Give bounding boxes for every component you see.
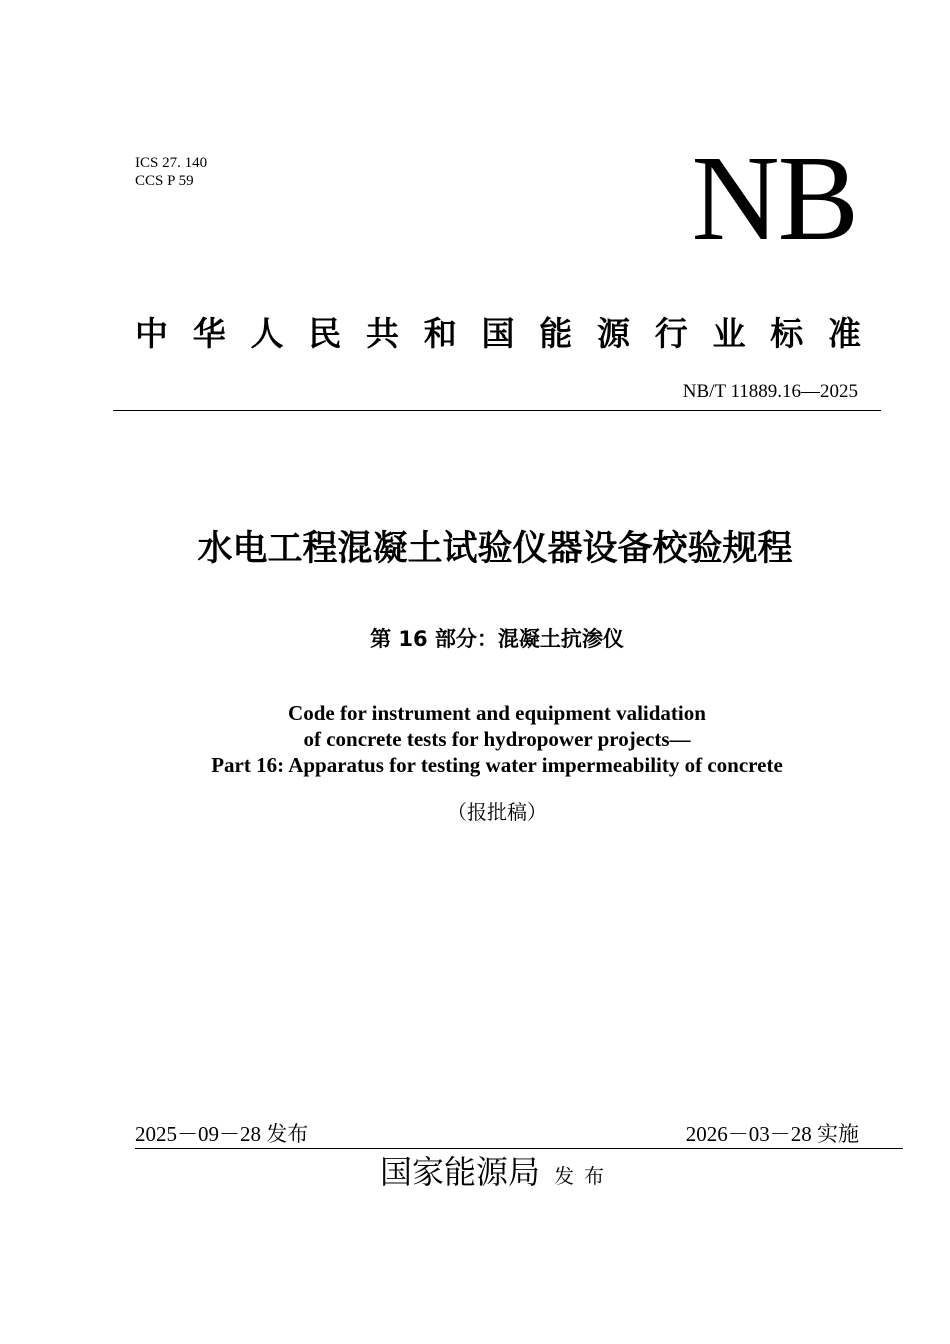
english-title-line: of concrete tests for hydropower projects— (303, 727, 691, 751)
classification-codes (135, 154, 207, 190)
issue-label: 发布 (554, 1164, 614, 1188)
issuer-name: 国家能源局 (379, 1153, 540, 1191)
standard-number: NB/T 11889.16—2025 (682, 381, 858, 402)
implementation-date: 2026－03－28 实施 (685, 1122, 859, 1146)
issuer-block (0, 1150, 950, 1198)
english-title-line: Code for instrument and equipment validation (288, 701, 706, 725)
document-title: 水电工程混凝土试验仪器设备校验规程 (197, 529, 793, 569)
nb-logo: NB (691, 131, 857, 266)
standard-title-char: 源 (597, 314, 630, 353)
standard-title-char: 业 (712, 314, 746, 353)
standard-title-char: 中 (135, 314, 168, 353)
standard-title-char: 华 (192, 314, 226, 353)
top-divider (113, 410, 881, 411)
standard-title-char: 和 (423, 314, 457, 353)
english-title (0, 700, 950, 778)
ccs-code: CCS P 59 (135, 173, 194, 189)
bottom-divider (135, 1148, 903, 1149)
issue-date: 2025－09－28 发布 (135, 1122, 309, 1146)
standard-title-char: 行 (654, 314, 688, 353)
part-title: 第 16 部分：混凝土抗渗仪 (370, 627, 624, 651)
english-title-line: Part 16: Apparatus for testing water impermeability of concrete (211, 753, 783, 777)
standard-category-title (135, 313, 861, 355)
standard-title-char: 民 (308, 314, 342, 353)
standard-title-char: 标 (770, 314, 804, 353)
standard-title-char: 国 (481, 314, 515, 353)
standard-title-char: 人 (250, 314, 284, 353)
ics-code: ICS 27. 140 (135, 155, 208, 171)
draft-status: （报批稿） (447, 800, 547, 824)
standard-title-char: 准 (828, 314, 861, 353)
standard-title-char: 共 (366, 314, 399, 353)
standard-title-char: 能 (539, 314, 573, 353)
